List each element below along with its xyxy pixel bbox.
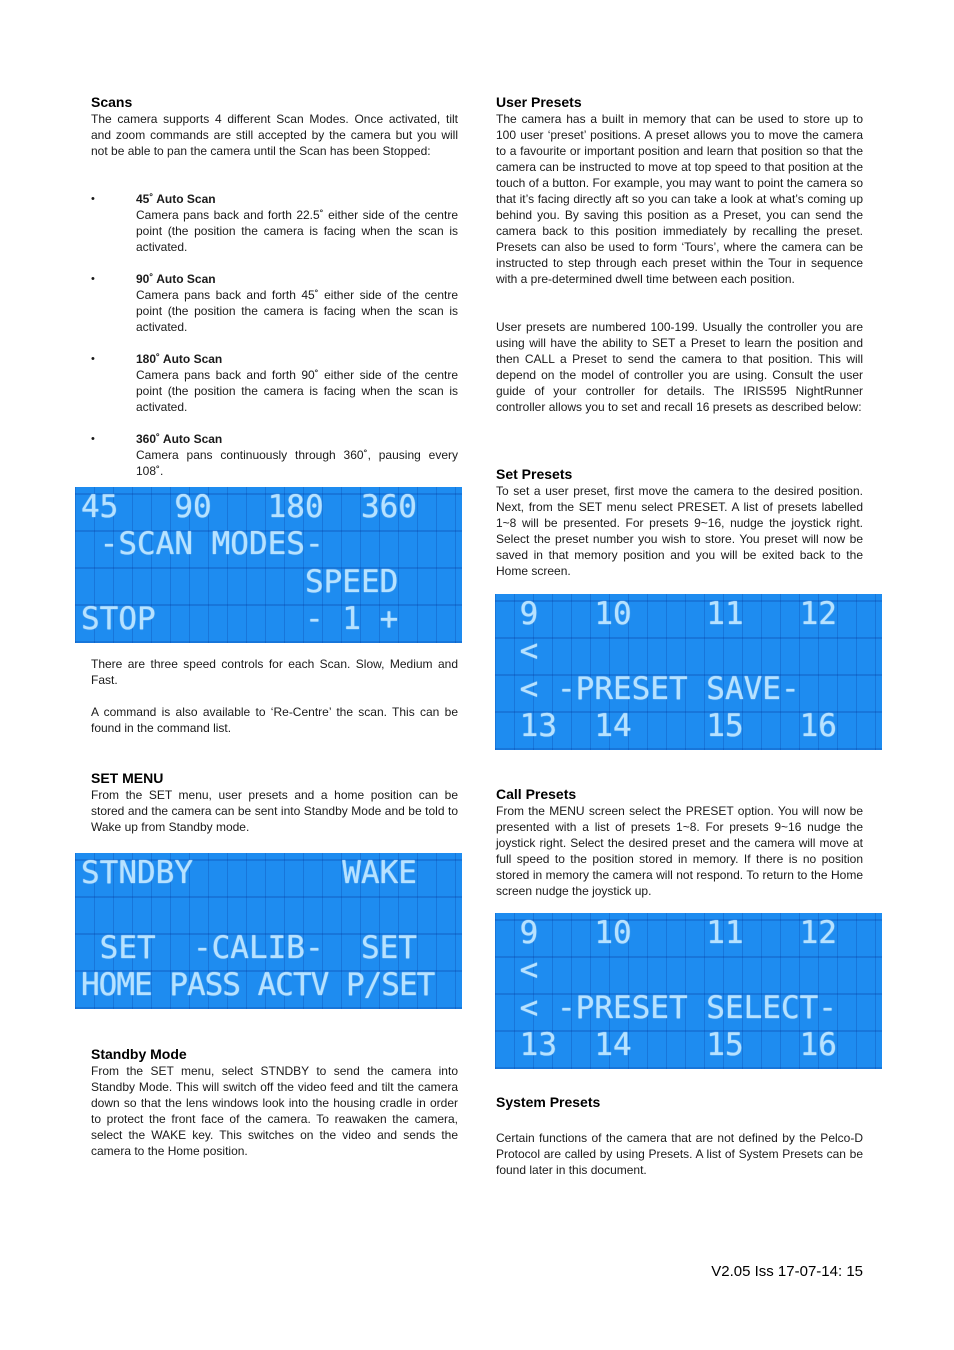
call-presets-heading: Call Presets xyxy=(496,786,577,802)
bullet: • xyxy=(91,193,95,205)
scan-item-title: 90˚ Auto Scan xyxy=(136,272,216,286)
scan-item-360 xyxy=(91,431,458,479)
lcd-row: 13 14 15 16 xyxy=(501,708,837,744)
lcd-row: < -PRESET SAVE- xyxy=(501,671,800,707)
system-presets-text: Certain functions of the camera that are not defined by the Pelco-D Protocol are called by using Presets. A list of System Presets can be found later in this document. xyxy=(496,1131,863,1177)
scan-item-text: Camera pans back and forth 22.5˚ either side of the centre point (the position the camera is facing when the scan is activated. xyxy=(136,208,458,254)
scan-item-90 xyxy=(91,271,458,335)
lcd-row: 9 10 11 12 xyxy=(501,596,837,632)
preset-select-lcd xyxy=(495,913,882,1069)
set-menu-text: From the SET menu, user presets and a home position can be stored and the camera can be sent into Standby Mode and be told to Wake up from Standby mode. xyxy=(91,788,458,834)
call-presets-text: From the MENU screen select the PRESET option. You will now be presented with a list of presets 1~8. For presets 9~16 nudge the joystick right. Select the desired preset and the camera will move at full speed to the position stored in memory. If there is no position stored in memory the camera will not respond. To return to the Home screen nudge the joystick up. xyxy=(496,804,863,898)
scan-item-text: Camera pans back and forth 90˚ either side of the centre point (the position the camera is facing when the scan is activated. xyxy=(136,368,458,414)
lcd-row xyxy=(81,892,462,929)
lcd-row: 45 90 180 360 xyxy=(81,489,417,525)
scans-intro: The camera supports 4 different Scan Modes. Once activated, tilt and zoom commands are still accepted by the camera but you will not be able to pan the camera until the Scan has been Stopped: xyxy=(91,112,458,158)
recentre-text: A command is also available to ‘Re-Centre’ the scan. This can be found in the command list. xyxy=(91,705,458,735)
set-menu-lcd xyxy=(75,853,462,1009)
speed-text: There are three speed controls for each Scan. Slow, Medium and Fast. xyxy=(91,657,458,687)
lcd-row: SET -CALIB- SET xyxy=(81,930,417,966)
scan-item-title: 180˚ Auto Scan xyxy=(136,352,223,366)
bullet: • xyxy=(91,433,95,445)
bullet: • xyxy=(91,273,95,285)
scan-item-title: 360˚ Auto Scan xyxy=(136,432,223,446)
scans-heading: Scans xyxy=(91,94,133,110)
lcd-row: HOME PASS ACTV P/SET xyxy=(81,967,435,1003)
lcd-row: 13 14 15 16 xyxy=(501,1027,837,1063)
lcd-row: < xyxy=(501,952,539,988)
set-presets-heading: Set Presets xyxy=(496,466,573,482)
lcd-row: < -PRESET SELECT- xyxy=(501,990,837,1026)
standby-heading: Standby Mode xyxy=(91,1046,187,1062)
scan-modes-lcd xyxy=(75,487,462,643)
lcd-row: STOP - 1 + xyxy=(81,601,399,637)
preset-save-lcd xyxy=(495,594,882,750)
user-presets-text1: The camera has a built in memory that can be used to store up to 100 user ‘preset’ positions. A preset allows you to move the camera to a favourite or important position and learn that position so that the camera can be instructed to move at top speed to that position at the touch of a button. For example, you may want to point the camera so that it’s facing directly aft so you can take a look at what’s coming up behind you. By saving this position as a Preset, you can send the camera back to this position immediately by recalling the preset. Presets can also be used to form ‘Tours’, where the camera can be instructed to step through each preset within the Tour in sequence with a pre-determined dwell time between each position. xyxy=(496,112,863,286)
set-presets-text: To set a user preset, first move the camera to the desired position. Next, from the SET menu select PRESET. A list of presets labelled 1~8 will be presented. For presets 9~16, nudge the joystick right. Select the preset number you wish to store. You preset will now be saved in that memory position and you will be exited back to the Home screen. xyxy=(496,484,863,578)
scan-item-180 xyxy=(91,351,458,415)
standby-text: From the SET menu, select STNDBY to send the camera into Standby Mode. This will switch off the video feed and tilt the camera down so that the lens windows look into the housing cradle in order to protect the front face of the camera. To reawaken the camera, select the WAKE key. This switches on the video and sends the camera to the Home position. xyxy=(91,1064,458,1158)
page-footer: V2.05 Iss 17-07-14: 15 xyxy=(711,1263,863,1280)
bullet: • xyxy=(91,353,95,365)
lcd-row: SPEED xyxy=(81,564,399,600)
user-presets-heading: User Presets xyxy=(496,94,582,110)
scan-item-title: 45˚ Auto Scan xyxy=(136,192,216,206)
system-presets-heading: System Presets xyxy=(496,1094,601,1110)
lcd-row: 9 10 11 12 xyxy=(501,915,837,951)
lcd-row: -SCAN MODES- xyxy=(81,526,324,562)
scan-item-45 xyxy=(91,191,458,255)
lcd-row: STNDBY WAKE xyxy=(81,855,417,891)
scan-item-text: Camera pans continuously through 360˚, pausing every 108˚. xyxy=(136,448,458,478)
scan-item-text: Camera pans back and forth 45˚ either side of the centre point (the position the camera is facing when the scan is activated. xyxy=(136,288,458,334)
set-menu-heading: SET MENU xyxy=(91,770,164,786)
lcd-row: < xyxy=(501,633,539,669)
user-presets-text2: User presets are numbered 100-199. Usually the controller you are using will have the ability to SET a Preset to learn the position and then CALL a Preset to send the camera to that position. This will depend on the model of controller you are using. Consult the user guide of your controller for details. The IRIS595 NightRunner controller allows you to set and recall 16 presets as described below: xyxy=(496,320,863,414)
